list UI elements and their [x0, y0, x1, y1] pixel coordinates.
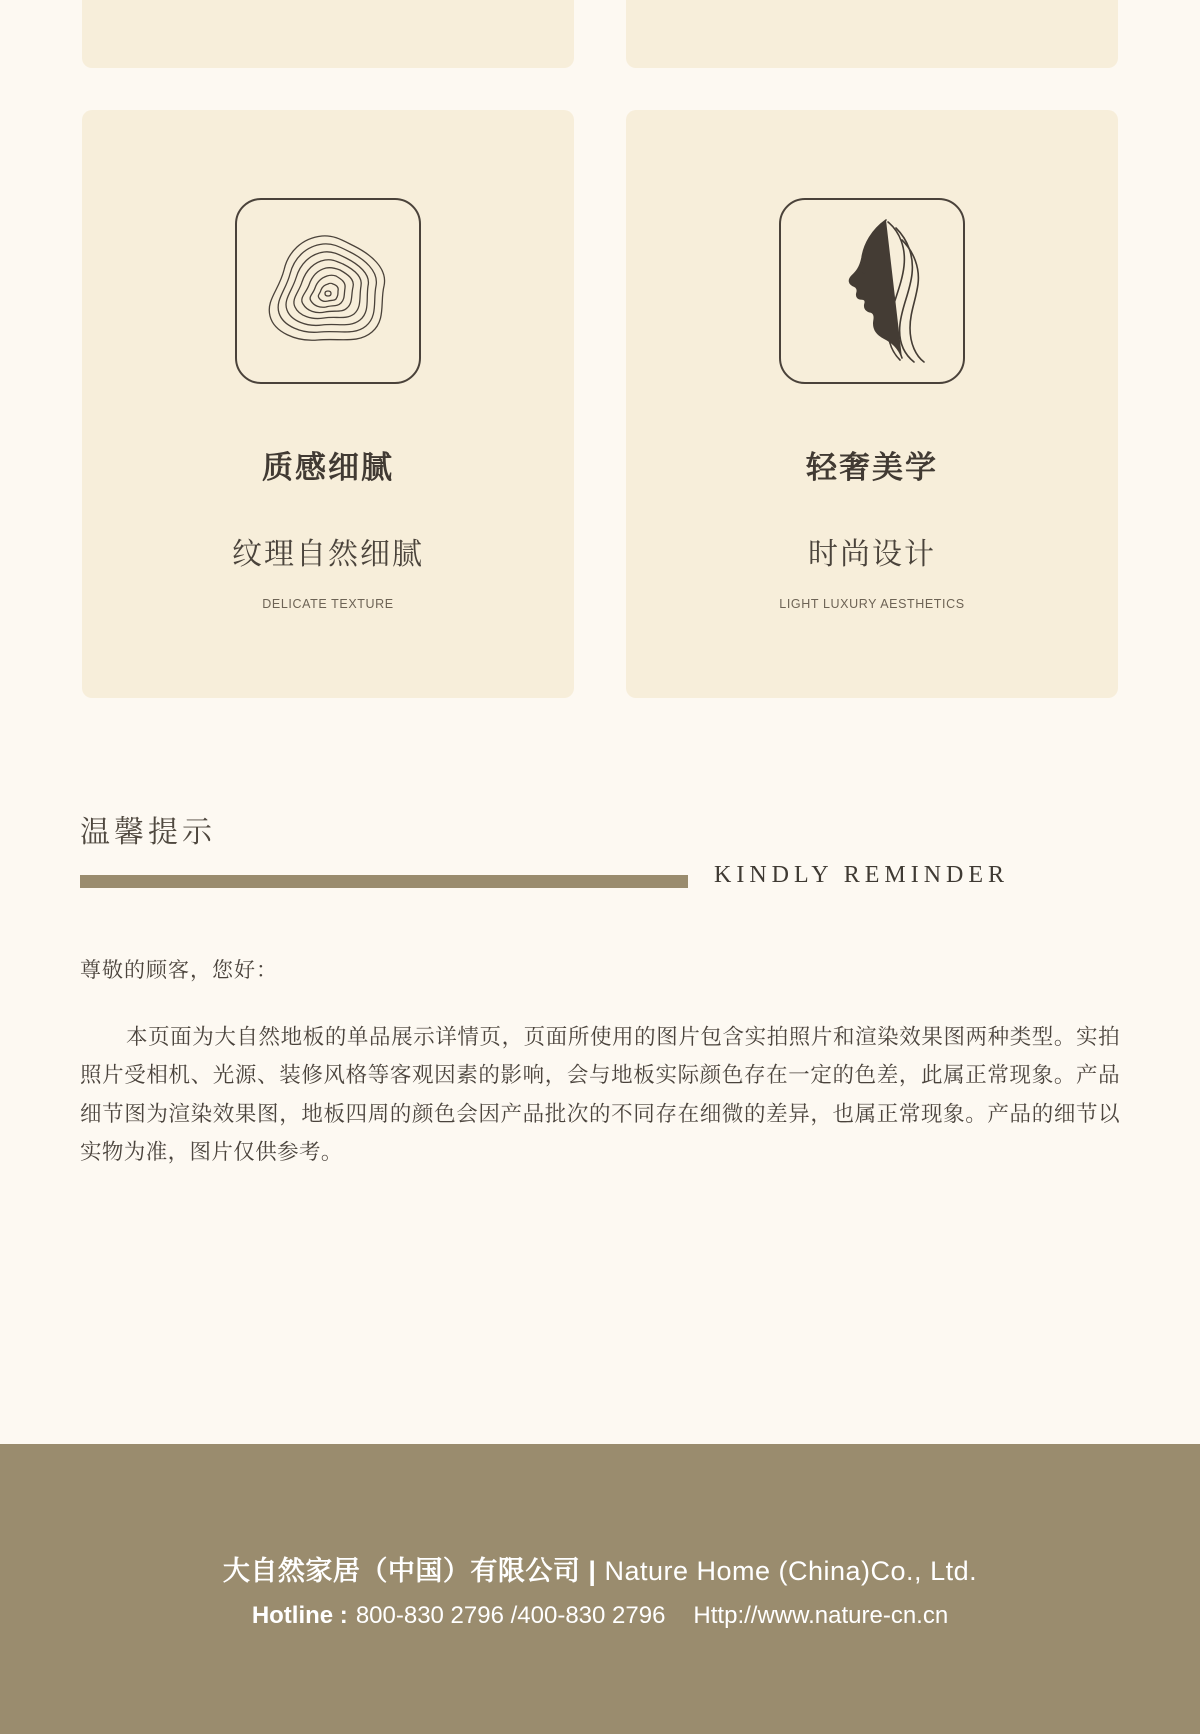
feature-card-english: LIGHT LUXURY AESTHETICS [779, 597, 965, 611]
feature-card-partial-right [626, 0, 1118, 68]
kindly-reminder-section [0, 816, 1200, 1171]
feature-card-subtitle: 时尚设计 [808, 538, 936, 571]
page-footer [0, 1444, 1200, 1734]
footer-separator: | [588, 1555, 597, 1586]
accent-bar [80, 875, 688, 888]
feature-card-row-top [0, 0, 1200, 68]
footer-company-cn: 大自然家居（中国）有限公司 [222, 1555, 581, 1586]
footer-company-en: Nature Home (China)Co., Ltd. [604, 1555, 978, 1586]
footer-contact-line [252, 1602, 948, 1630]
feature-card-title: 轻奢美学 [806, 450, 938, 485]
footer-hotline-numbers[interactable]: 800-830 2796 /400-830 2796 [355, 1601, 666, 1629]
woman-profile-icon [802, 214, 942, 369]
icon-frame [235, 198, 421, 384]
icon-frame [779, 198, 965, 384]
feature-card-title: 质感细腻 [262, 450, 394, 485]
feature-card-light-luxury [626, 110, 1118, 698]
feature-card-partial-left [82, 0, 574, 68]
footer-company-line [223, 1549, 977, 1588]
feature-card-english: DELICATE TEXTURE [262, 597, 394, 611]
footer-hotline-label: Hotline : [251, 1601, 348, 1629]
section-title-en: KINDLY REMINDER [714, 862, 1010, 888]
section-divider-row [80, 863, 1120, 888]
section-heading [80, 816, 1120, 888]
topographic-texture-icon [258, 224, 398, 359]
feature-card-subtitle: 纹理自然细腻 [232, 538, 424, 571]
section-title-cn: 温馨提示 [80, 816, 216, 849]
reminder-greeting: 尊敬的顾客，您好： [80, 959, 278, 982]
feature-card-delicate-texture [82, 110, 574, 698]
reminder-body-text: 本页面为大自然地板的单品展示详情页，页面所使用的图片包含实拍照片和渲染效果图两种类型。实拍照片受相机、光源、装修风格等客观因素的影响，会与地板实际颜色存在一定的色差，此属正常现象。产品细节图为渲染效果图，地板四周的颜色会因产品批次的不同存在细微的差异，也属正常现象。产品的细节以实物为准，图片仅供参考。 [80, 1025, 1120, 1164]
feature-card-row [0, 110, 1200, 698]
footer-website-link[interactable]: Http://www.nature-cn.cn [693, 1601, 949, 1629]
